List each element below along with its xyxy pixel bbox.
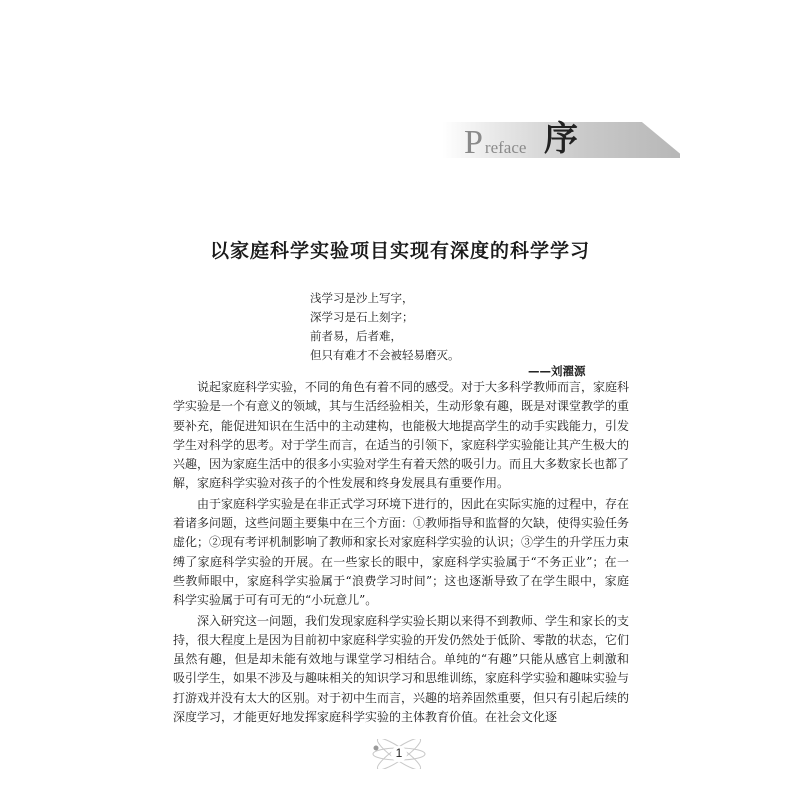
- preface-banner: [442, 119, 680, 161]
- epigraph-line: 深学习是石上刻字；: [310, 310, 414, 324]
- preface-word: [464, 124, 527, 161]
- page-number: 1: [395, 746, 403, 760]
- epigraph-author: ——刘濯源: [528, 364, 586, 378]
- epigraph-line: 但只有难才不会被轻易磨灭。: [310, 348, 460, 362]
- epigraph-line: 浅学习是沙上写字，: [310, 291, 414, 305]
- article-title: 以家庭科学实验项目实现有深度的科学学习: [209, 240, 590, 262]
- page-footer: [368, 739, 430, 769]
- body-paragraph: 说起家庭科学实验，不同的角色有着不同的感受。对于大多科学教师而言，家庭科学实验是一个有意义的领域，其与生活经验相关，生动形象有趣，既是对课堂教学的重要补充，能促进知识在生活中的主动建构，也能极大地提高学生的动手实践能力，引发学生对科学的思考。对于学生而言，在适当的引领下，家庭科学实验能让其产生极大的兴趣，因为家庭生活中的很多小实验对学生有着天然的吸引力。而且大多数家长也都了解，家庭科学实验对孩子的个性发展和终身发展具有重要作用。: [173, 380, 630, 491]
- preface-initial: P: [464, 124, 483, 161]
- preface-chinese-heading: 序: [544, 119, 578, 159]
- body-paragraph: 由于家庭科学实验是在非正式学习环境下进行的，因此在实际实施的过程中，存在着诸多问题，这些问题主要集中在三个方面：①教师指导和监督的欠缺，使得实验任务虚化；②现有考评机制影响了教师和家长对家庭科学实验的认识；③学生的升学压力束缚了家庭科学实验的开展。在一些家长的眼中，家庭科学实验属于“不务正业”；在一些教师眼中，家庭科学实验属于“浪费学习时间”；这也逐渐导致了在学生眼中，家庭科学实验属于可有可无的“小玩意儿”。: [173, 496, 630, 608]
- body-paragraph: 深入研究这一问题，我们发现家庭科学实验长期以来得不到教师、学生和家长的支持，很大程度上是因为目前初中家庭科学实验的开发仍然处于低阶、零散的状态，它们虽然有趣，但是却未能有效地与课堂学习相结合。单纯的“有趣”只能从感官上刺激和吸引学生，如果不涉及与趣味相关的知识学习和思维训练，家庭科学实验和趣味实验与打游戏并没有太大的区别。对于初中生而言，兴趣的培养固然重要，但只有引起后续的深度学习，才能更好地发挥家庭科学实验的主体教育价值。在社会文化逐: [173, 613, 630, 725]
- article-body: [173, 378, 629, 727]
- epigraph-line: 前者易，后者难，: [310, 329, 402, 343]
- preface-rest: reface: [484, 138, 527, 157]
- epigraph: [310, 289, 460, 365]
